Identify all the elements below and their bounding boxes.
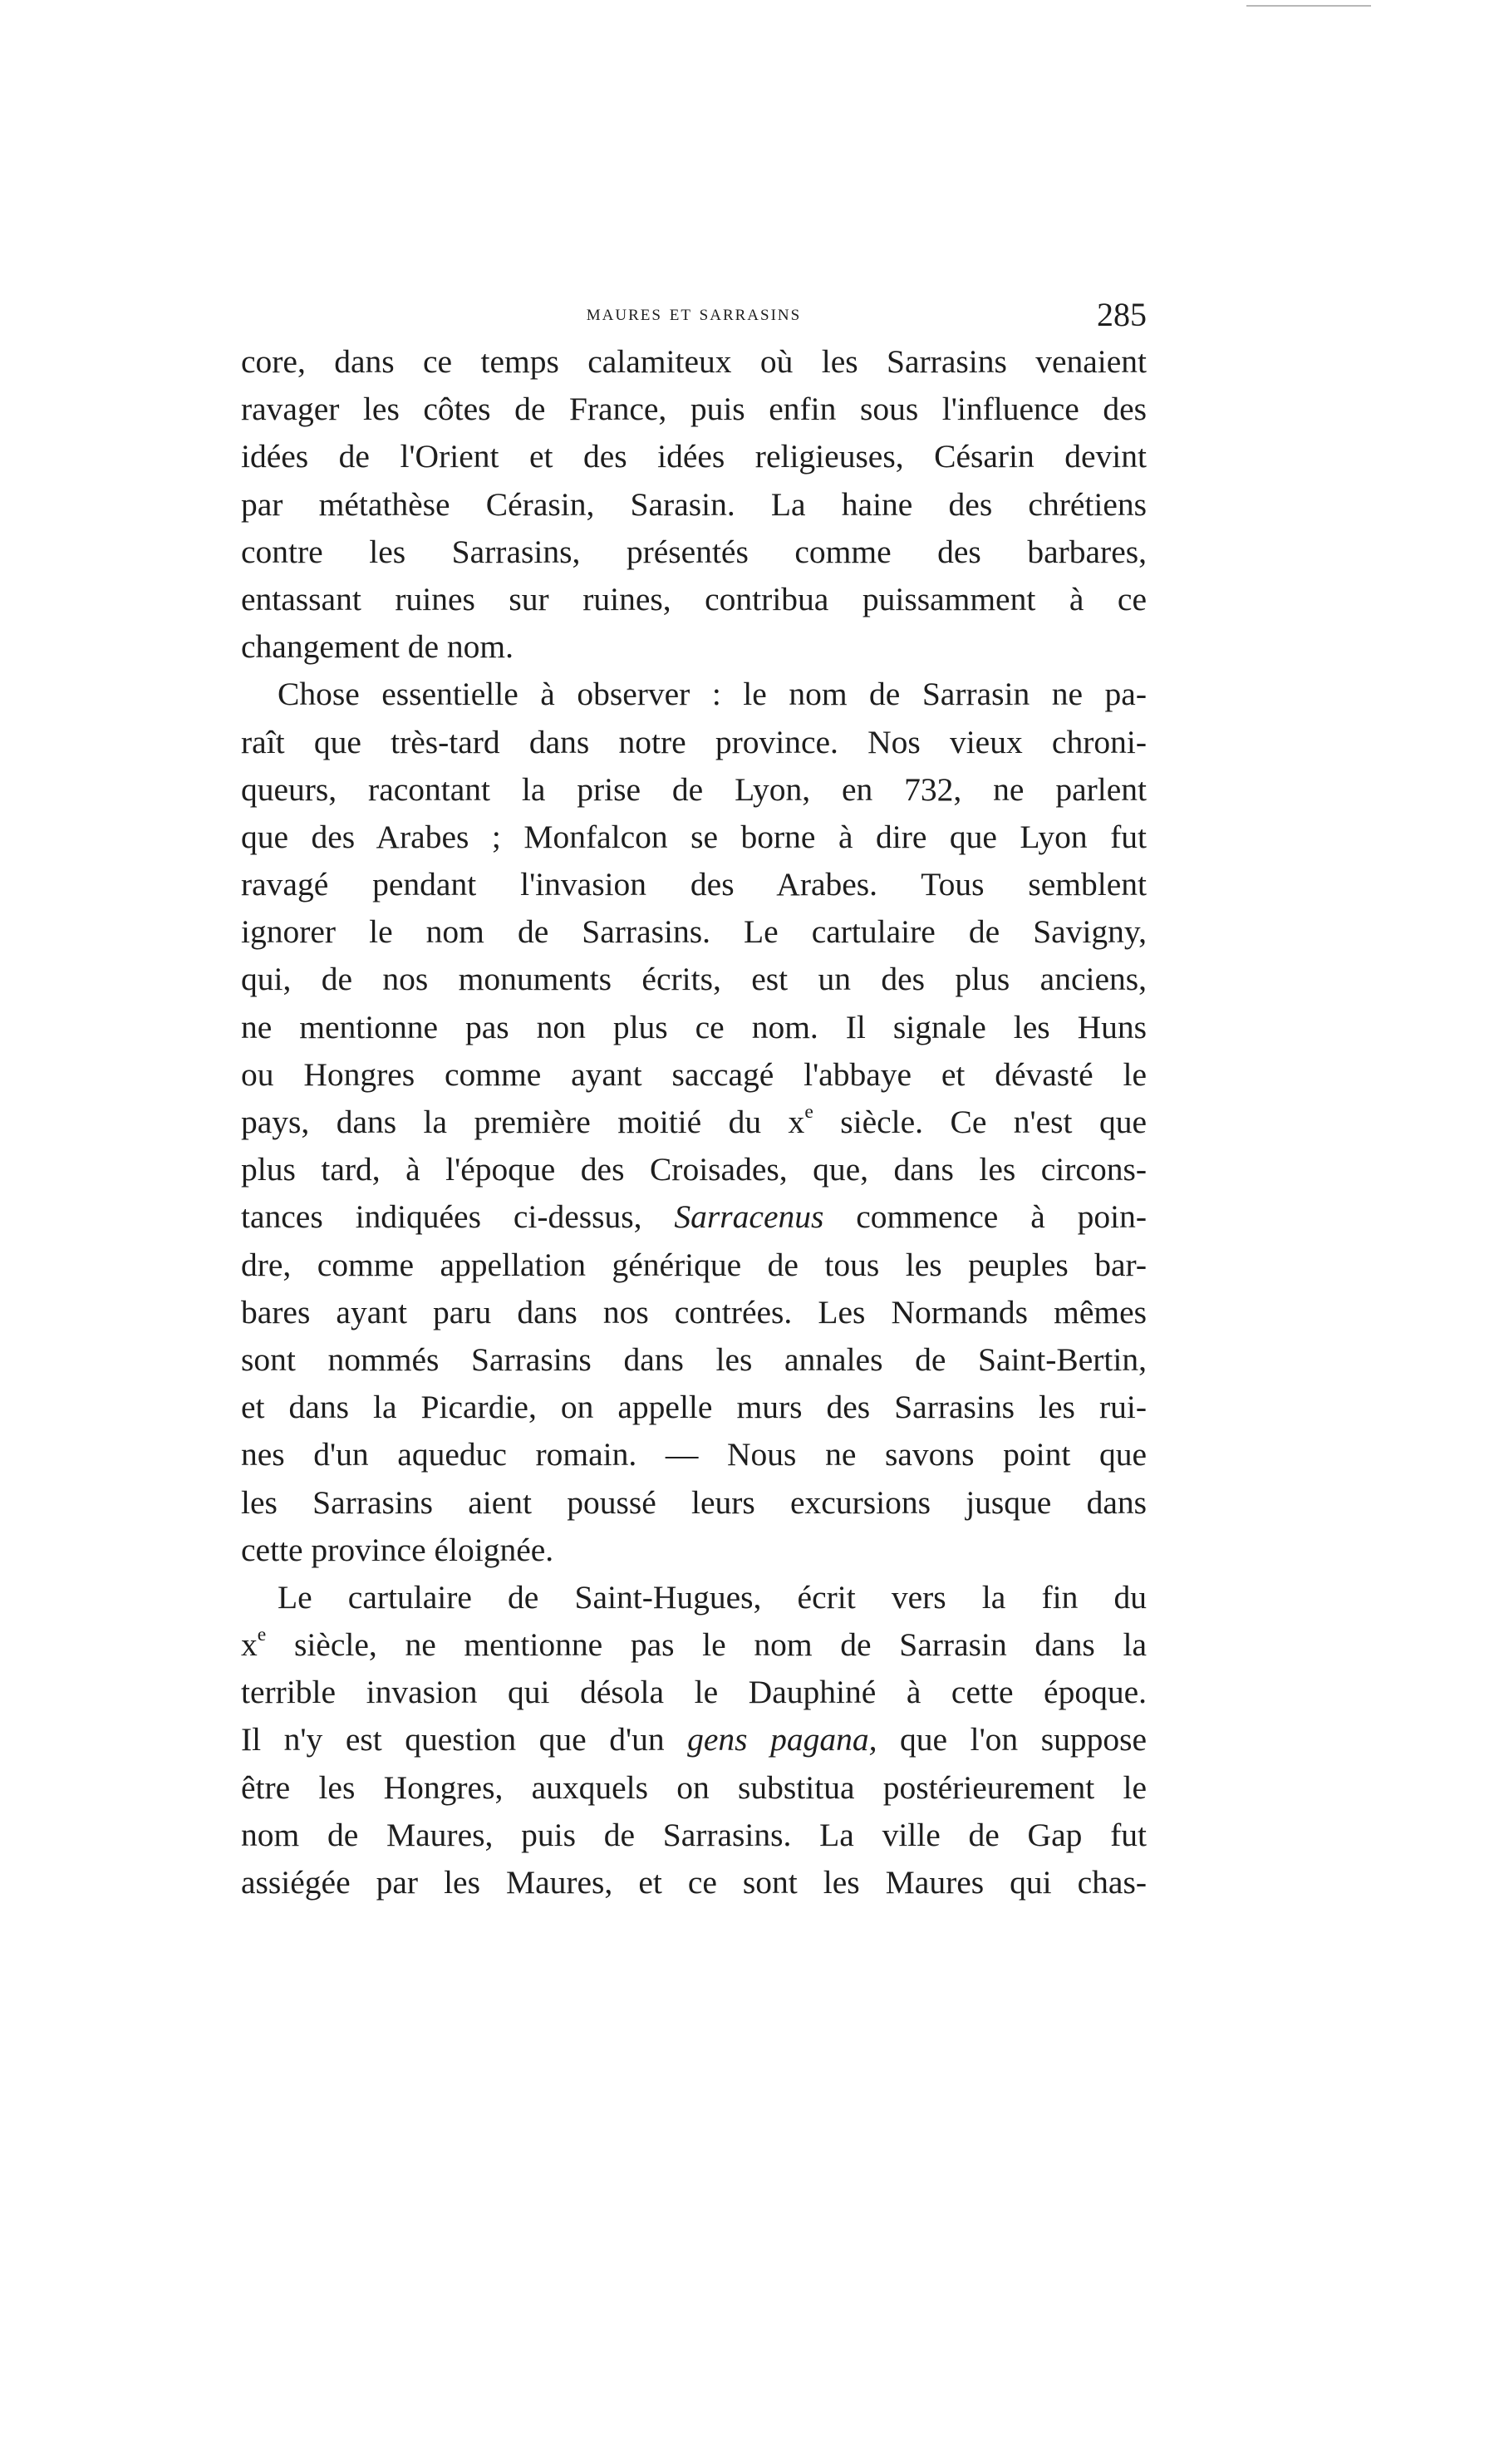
text-segment: siècle, ne mentionne pas le nom de Sarrasin dans la	[266, 1626, 1147, 1664]
text-line: dre, comme appellation générique de tous les peuples bar-	[241, 1246, 1147, 1283]
text-line: que des Arabes ; Monfalcon se borne à dire que Lyon fut	[241, 818, 1147, 855]
text-line: raît que très-tard dans notre province. Nos vieux chroni-	[241, 723, 1147, 760]
text-line: et dans la Picardie, on appelle murs des Sarrasins les rui-	[241, 1389, 1147, 1426]
text-line	[241, 1716, 1147, 1763]
text-line: cette province éloignée.	[241, 1531, 554, 1568]
italic-term: Sarracenus	[674, 1198, 824, 1236]
text-line: nes d'un aqueduc romain. — Nous ne savons point que	[241, 1436, 1147, 1473]
italic-term: gens pagana,	[687, 1721, 877, 1758]
text-segment: x	[241, 1626, 258, 1664]
text-line: ne mentionne pas non plus ce nom. Il signale les Huns	[241, 1008, 1147, 1045]
running-title: maures et sarrasins	[586, 300, 802, 325]
text-segment: que l'on suppose	[877, 1721, 1147, 1758]
text-line: queurs, racontant la prise de Lyon, en 732, ne parlent	[241, 770, 1147, 808]
text-line: Chose essentielle à observer : le nom de Sarrasin ne pa-	[278, 676, 1147, 713]
superscript: e	[804, 1101, 813, 1124]
text-line: idées de l'Orient et des idées religieuses, Césarin devint	[241, 438, 1147, 475]
book-page	[241, 295, 1147, 1906]
text-line: Le cartulaire de Saint-Hugues, écrit vers la fin du	[278, 1578, 1147, 1616]
text-line: bares ayant paru dans nos contrées. Les Normands mêmes	[241, 1293, 1147, 1330]
text-line: assiégée par les Maures, et ce sont les Maures qui chas-	[241, 1864, 1147, 1901]
superscript: e	[257, 1624, 267, 1646]
text-line: contre les Sarrasins, présentés comme des barbares,	[241, 533, 1147, 570]
text-line: nom de Maures, puis de Sarrasins. La ville de Gap fut	[241, 1816, 1147, 1853]
text-segment: Il n'y est question que d'un	[241, 1721, 688, 1758]
body-text	[241, 338, 1147, 1906]
text-line: ravagé pendant l'invasion des Arabes. Tous semblent	[241, 866, 1147, 903]
text-segment: tances indiquées ci-dessus,	[241, 1198, 675, 1236]
text-line: plus tard, à l'époque des Croisades, que, dans les circons-	[241, 1151, 1147, 1188]
text-line: changement de nom.	[241, 628, 514, 666]
text-line: entassant ruines sur ruines, contribua puissamment à ce	[241, 580, 1147, 617]
scan-edge-mark	[1246, 5, 1371, 7]
text-line	[241, 1193, 1147, 1241]
text-line	[241, 1621, 1147, 1669]
text-line	[241, 1099, 1147, 1146]
text-line: terrible invasion qui désola le Dauphiné à cette époque.	[241, 1674, 1147, 1711]
text-line: core, dans ce temps calamiteux où les Sarrasins venaient	[241, 343, 1147, 380]
text-line: ignorer le nom de Sarrasins. Le cartulaire de Savigny,	[241, 913, 1147, 951]
text-line: ou Hongres comme ayant saccagé l'abbaye et dévasté le	[241, 1055, 1147, 1093]
text-line: sont nommés Sarrasins dans les annales de Saint-Bertin,	[241, 1340, 1147, 1378]
running-head	[241, 295, 1147, 338]
text-segment: commence à poin-	[823, 1198, 1147, 1236]
text-segment: siècle. Ce n'est que	[813, 1104, 1147, 1140]
text-line: être les Hongres, auxquels on substitua postérieurement le	[241, 1768, 1147, 1806]
text-line: les Sarrasins aient poussé leurs excursions jusque dans	[241, 1483, 1147, 1521]
text-segment: pays, dans la première moitié du x	[241, 1104, 805, 1140]
page-number: 285	[1097, 296, 1147, 333]
text-line: par métathèse Cérasin, Sarasin. La haine des chrétiens	[241, 485, 1147, 523]
text-line: qui, de nos monuments écrits, est un des plus anciens,	[241, 961, 1147, 998]
text-line: ravager les côtes de France, puis enfin sous l'influence des	[241, 391, 1147, 428]
